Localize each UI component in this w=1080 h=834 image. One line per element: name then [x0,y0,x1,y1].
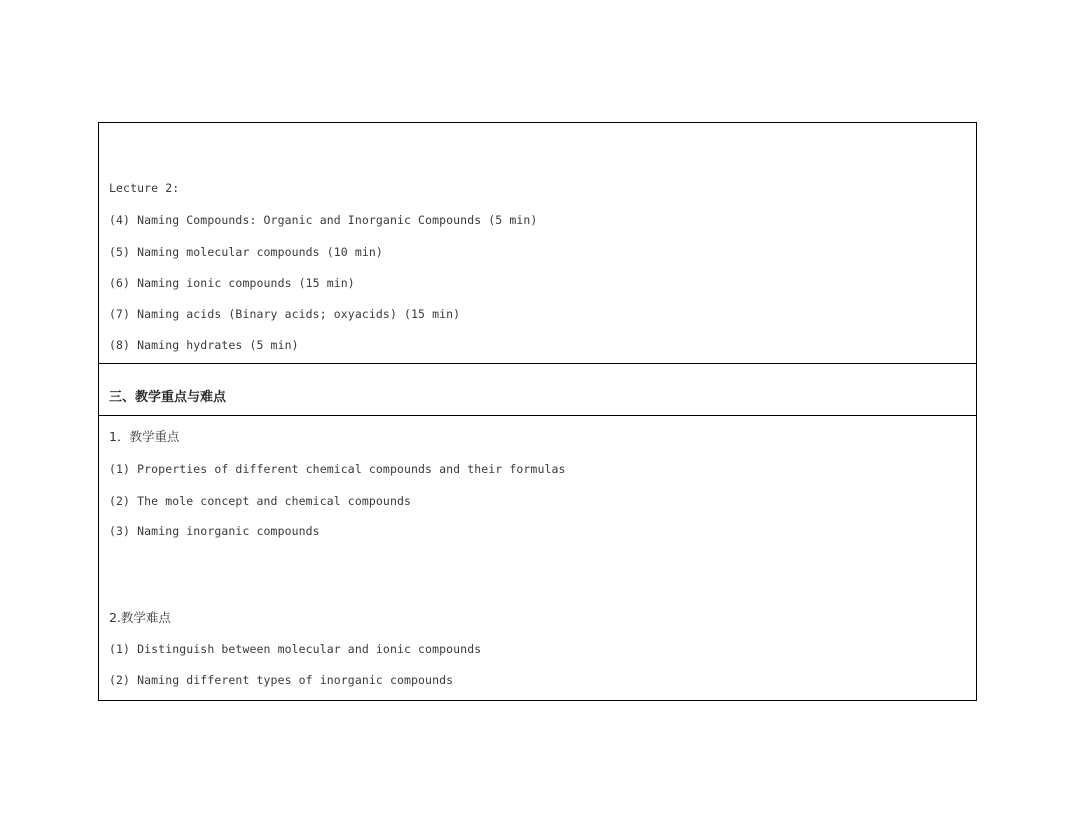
lecture-title: Lecture 2: [109,181,180,195]
difficult-point-item: (2) Naming different types of inorganic compounds [109,673,454,687]
lecture-item: (4) Naming Compounds: Organic and Inorganic Compounds (5 min) [109,213,538,227]
difficult-points-heading: 2.教学难点 [109,610,171,625]
lecture-item: (5) Naming molecular compounds (10 min) [109,245,383,259]
key-and-difficult-points-section [99,416,976,700]
section-heading: 三、教学重点与难点 [109,390,227,405]
lecture-item: (6) Naming ionic compounds (15 min) [109,276,355,290]
section-heading-row [99,364,976,416]
lecture-item: (8) Naming hydrates (5 min) [109,338,299,352]
key-point-item: (1) Properties of different chemical compounds and their formulas [109,462,566,476]
key-point-item: (3) Naming inorganic compounds [109,524,320,538]
key-point-item: (2) The mole concept and chemical compounds [109,494,412,508]
lesson-plan-table [98,122,977,701]
difficult-point-item: (1) Distinguish between molecular and ionic compounds [109,642,482,656]
lecture-section [99,123,976,364]
lecture-item: (7) Naming acids (Binary acids; oxyacids) (15 min) [109,307,461,321]
key-points-heading: 1．教学重点 [109,429,180,444]
